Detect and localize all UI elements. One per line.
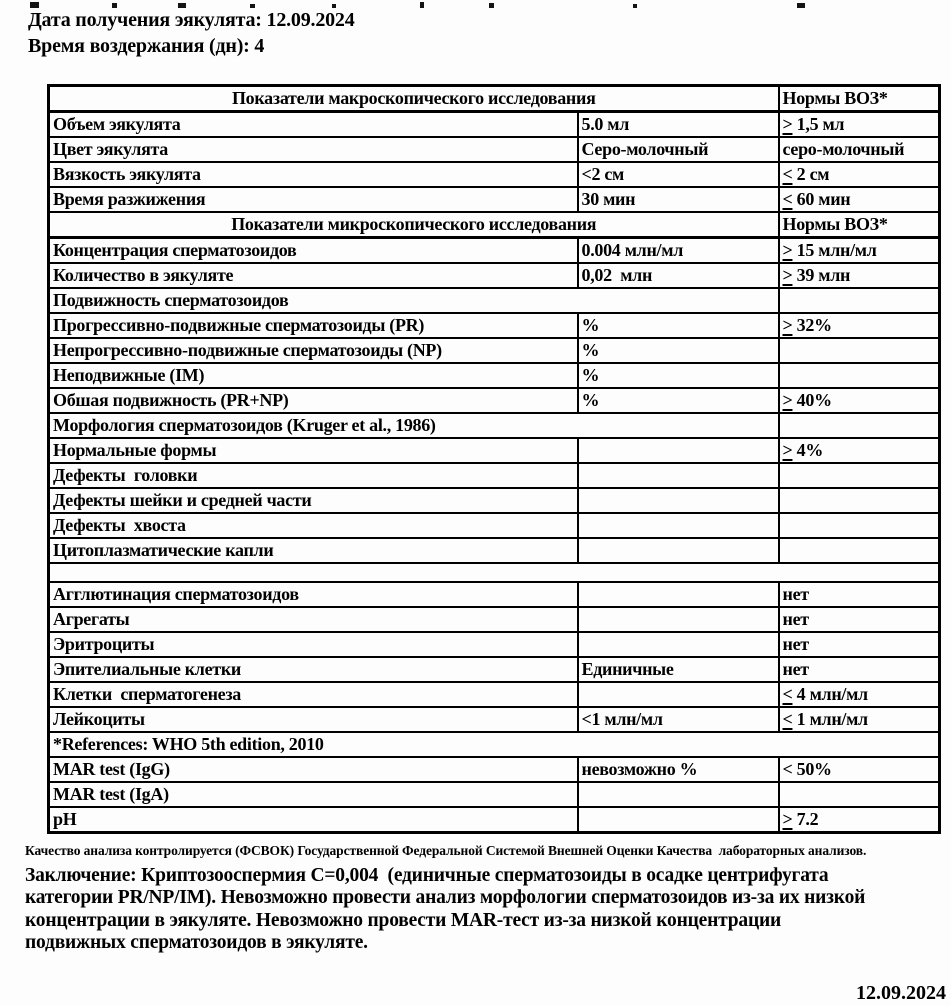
- row-norm-cell: нет: [779, 657, 940, 682]
- table-row: [49, 137, 940, 162]
- table-row: [49, 86, 940, 112]
- row-norm-cell: [779, 782, 940, 807]
- inequality-sign: <: [782, 684, 793, 704]
- row-value-cell: [578, 513, 779, 538]
- table-row: [49, 807, 940, 833]
- table-row: [49, 513, 940, 538]
- table-row: [49, 313, 940, 338]
- row-value-cell: <2 см: [578, 162, 779, 187]
- section-label-cell: Подвижность сперматозоидов: [49, 288, 779, 313]
- ejaculate-date-line: Дата получения эякулята: 12.09.2024: [28, 9, 355, 31]
- results-table: [47, 84, 941, 834]
- table-row: [49, 187, 940, 212]
- table-row: [49, 632, 940, 657]
- empty-row-cell: [49, 563, 940, 582]
- row-norm-cell: > 32%: [779, 313, 940, 338]
- row-label-cell: Прогрессивно-подвижные сперматозоиды (PR): [49, 313, 578, 338]
- row-label-cell: Обшая подвижность (PR+NP): [49, 388, 578, 413]
- table-row: [49, 607, 940, 632]
- row-value-cell: %: [578, 363, 779, 388]
- row-label-cell: Дефекты шейки и средней части: [49, 488, 578, 513]
- row-value-cell: 5.0 мл: [578, 112, 779, 138]
- row-norm-cell: > 15 млн/мл: [779, 238, 940, 264]
- row-label-cell: Вязкость эякулята: [49, 162, 578, 187]
- row-norm-cell: [779, 413, 940, 438]
- row-value-cell: [578, 488, 779, 513]
- row-norm-cell: < 1 млн/мл: [779, 707, 940, 732]
- report-footer: [25, 842, 941, 955]
- table-row: [49, 162, 940, 187]
- row-label-cell: Эритроциты: [49, 632, 578, 657]
- row-label-cell: Эпителиальные клетки: [49, 657, 578, 682]
- row-norm-cell: нет: [779, 582, 940, 607]
- section-label-cell: Морфология сперматозоидов (Kruger et al., 1986): [49, 413, 779, 438]
- row-value-cell: 30 мин: [578, 187, 779, 212]
- table-row: [49, 338, 940, 363]
- row-value-cell: <1 млн/мл: [578, 707, 779, 732]
- table-row: [49, 757, 940, 782]
- row-label-cell: Цвет эякулята: [49, 137, 578, 162]
- norm-header-cell: Нормы ВОЗ*: [779, 86, 940, 112]
- row-label-cell: MAR test (IgG): [49, 757, 578, 782]
- row-label-cell: Непрогрессивно-подвижные сперматозоиды (NP): [49, 338, 578, 363]
- inequality-sign: <: [782, 189, 793, 209]
- table-row: [49, 582, 940, 607]
- row-norm-cell: [779, 463, 940, 488]
- table-row: [49, 732, 940, 757]
- fullspan-cell: *References: WHO 5th edition, 2010: [49, 732, 940, 757]
- row-value-cell: невозможно %: [578, 757, 779, 782]
- row-norm-cell: > 39 млн: [779, 263, 940, 288]
- row-label-cell: Нормальные формы: [49, 438, 578, 463]
- table-row: [49, 388, 940, 413]
- inequality-sign: <: [782, 709, 793, 729]
- row-value-cell: Единичные: [578, 657, 779, 682]
- row-norm-cell: [779, 338, 940, 363]
- row-norm-cell: > 40%: [779, 388, 940, 413]
- inequality-sign: >: [782, 809, 793, 829]
- row-value-cell: 0.004 млн/мл: [578, 238, 779, 264]
- row-label-cell: Количество в эякуляте: [49, 263, 578, 288]
- row-value-cell: [578, 538, 779, 563]
- table-row: [49, 112, 940, 138]
- table-row: [49, 263, 940, 288]
- row-norm-cell: < 2 см: [779, 162, 940, 187]
- row-value-cell: Серо-молочный: [578, 137, 779, 162]
- row-norm-cell: < 50%: [779, 757, 940, 782]
- row-label-cell: Неподвижные (IM): [49, 363, 578, 388]
- row-norm-cell: > 4%: [779, 438, 940, 463]
- row-value-cell: %: [578, 388, 779, 413]
- table-row: [49, 538, 940, 563]
- row-label-cell: Лейкоциты: [49, 707, 578, 732]
- row-value-cell: [578, 682, 779, 707]
- row-label-cell: Время разжижения: [49, 187, 578, 212]
- table-row: [49, 212, 940, 238]
- inequality-sign: >: [782, 315, 793, 335]
- row-norm-cell: нет: [779, 632, 940, 657]
- row-label-cell: Концентрация сперматозоидов: [49, 238, 578, 264]
- table-row: [49, 363, 940, 388]
- table-row: [49, 682, 940, 707]
- table-row: [49, 413, 940, 438]
- row-norm-cell: [779, 538, 940, 563]
- row-value-cell: [578, 438, 779, 463]
- row-value-cell: [578, 582, 779, 607]
- quality-control-note: Качество анализа контролируется (ФСВОК) Государственной Федеральной Системой Внешней Оценки Качества лабораторных анализов.: [25, 843, 867, 858]
- table-row: [49, 488, 940, 513]
- inequality-sign: <: [782, 164, 793, 184]
- row-value-cell: [578, 632, 779, 657]
- table-row: [49, 438, 940, 463]
- row-label-cell: Цитоплазматические капли: [49, 538, 578, 563]
- section-header-cell: Показатели микроскопического исследования: [49, 212, 779, 238]
- row-label-cell: Дефекты хвоста: [49, 513, 578, 538]
- row-norm-cell: [779, 363, 940, 388]
- table-row: [49, 657, 940, 682]
- table-row: [49, 707, 940, 732]
- clipped-text-fragments: [0, 0, 951, 8]
- table-row: [49, 563, 940, 582]
- row-value-cell: [578, 782, 779, 807]
- inequality-sign: >: [782, 114, 793, 134]
- row-value-cell: %: [578, 338, 779, 363]
- row-norm-cell: серо-молочный: [779, 137, 940, 162]
- row-label-cell: Клетки сперматогенеза: [49, 682, 578, 707]
- inequality-sign: >: [782, 390, 793, 410]
- abstinence-line: Время воздержания (дн): 4: [28, 35, 265, 57]
- row-value-cell: %: [578, 313, 779, 338]
- row-label-cell: Дефекты головки: [49, 463, 578, 488]
- row-norm-cell: [779, 288, 940, 313]
- row-label-cell: pH: [49, 807, 578, 833]
- row-value-cell: 0,02 млн: [578, 263, 779, 288]
- row-norm-cell: нет: [779, 607, 940, 632]
- row-norm-cell: < 4 млн/мл: [779, 682, 940, 707]
- inequality-sign: >: [782, 440, 793, 460]
- table-row: [49, 238, 940, 264]
- row-norm-cell: > 1,5 мл: [779, 112, 940, 138]
- row-norm-cell: < 60 мин: [779, 187, 940, 212]
- inequality-sign: >: [782, 265, 793, 285]
- table-row: [49, 782, 940, 807]
- row-label-cell: Объем эякулята: [49, 112, 578, 138]
- norm-header-cell: Нормы ВОЗ*: [779, 212, 940, 238]
- row-norm-cell: [779, 488, 940, 513]
- row-label-cell: Агглютинация сперматозоидов: [49, 582, 578, 607]
- conclusion-text: Заключение: Криптозооспермия С=0,004 (единичные сперматозоиды в осадке центрифугата категории PR/NP/IM). Невозможно провести анализ морфологии сперматозоидов из-за их низкой концентрации в эякуляте. Невозможно провести MAR-тест из-за низкой концентрации подвижных сперматозоидов в эякуляте.: [25, 864, 870, 953]
- row-value-cell: [578, 807, 779, 833]
- inequality-sign: >: [782, 240, 793, 260]
- row-value-cell: [578, 463, 779, 488]
- row-norm-cell: [779, 513, 940, 538]
- section-header-cell: Показатели макроскопического исследования: [49, 86, 779, 112]
- row-label-cell: MAR test (IgA): [49, 782, 578, 807]
- row-value-cell: [578, 607, 779, 632]
- row-norm-cell: > 7.2: [779, 807, 940, 833]
- table-row: [49, 288, 940, 313]
- report-date: 12.09.2024: [856, 982, 946, 1004]
- row-label-cell: Агрегаты: [49, 607, 578, 632]
- table-row: [49, 463, 940, 488]
